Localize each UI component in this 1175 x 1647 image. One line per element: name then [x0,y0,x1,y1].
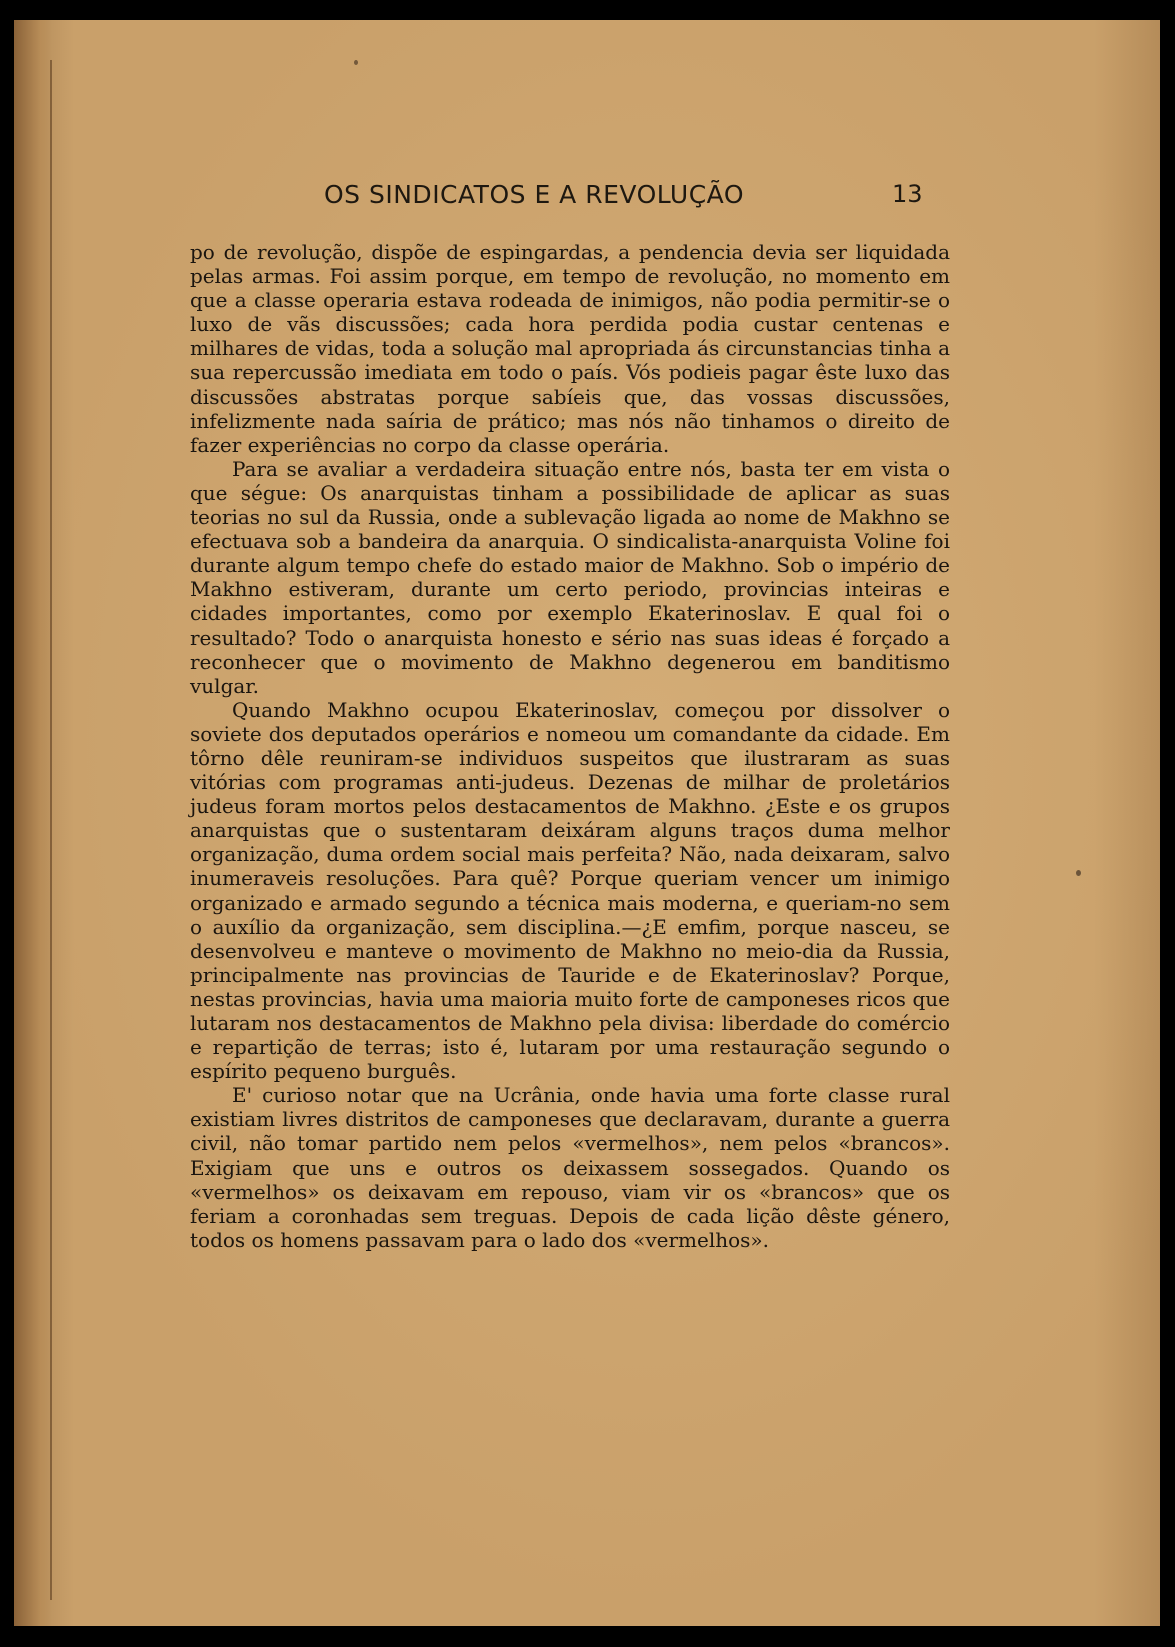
book-page [14,20,1160,1626]
paragraph-3: Quando Makhno ocupou Ekaterinoslav, começou por dissolver o soviete dos deputados operários e nomeou um comandante da cidade. Em tôrno dêle reuniram-se individuos suspeitos que ilustraram as suas vitórias com programas anti-judeus. Dezenas de milhar de proletários judeus foram mortos pelos destacamentos de Makhno. ¿Este e os grupos anarquistas que o sustentaram deixáram alguns traços duma melhor organização, duma ordem social mais perfeita? Não, nada deixaram, salvo inumeraveis resoluções. Para quê? Porque queriam vencer um inimigo organizado e armado segundo a técnica mais moderna, e queriam-no sem o auxílio da organização, sem disciplina.—¿E emfim, porque nasceu, se desenvolveu e manteve o movimento de Makhno no meio-dia da Russia, principalmente nas provincias de Tauride e de Ekaterinoslav? Porque, nestas provincias, havia uma maioria muito forte de camponeses ricos que lutaram nos destacamentos de Makhno pela divisa: liberdade do comércio e repartição de terras; isto é, lutaram por uma restauração segundo o espírito pequeno burguês. [190,697,950,1084]
body-text [190,240,950,1252]
paragraph-2: Para se avaliar a verdadeira situação entre nós, basta ter em vista o que ségue: Os anarquistas tinham a possibilidade de aplicar as suas teorias no sul da Russia, onde a sublevação ligada ao nome de Makhno se efectuava sob a bandeira da anarquia. O sindicalista-anarquista Voline foi durante algum tempo chefe do estado maior de Makhno. Sob o império de Makhno estiveram, durante um certo periodo, provincias inteiras e cidades importantes, como por exemplo Ekaterinoslav. E qual foi o resultado? Todo o anarquista honesto e sério nas suas ideas é forçado a reconhecer que o movimento de Makhno degenerou em banditismo vulgar. [190,456,950,698]
ink-spot [1076,870,1081,876]
paragraph-1: po de revolução, dispõe de espingardas, a pendencia devia ser liquidada pelas armas. Foi assim porque, em tempo de revolução, no momento em que a classe operaria estava rodeada de inimigos, não podia permitir-se o luxo de vãs discussões; cada hora perdida podia custar centenas e milhares de vidas, toda a solução mal apropriada ás circunstancias tinha a sua repercussão imediata em todo o país. Vós podieis pagar êste luxo das discussões abstratas porque sabíeis que, das vossas discussões, infelizmente nada saíria de prático; mas nós não tinhamos o direito de fazer experiências no corpo da classe operária. [190,240,950,457]
paper-speck [354,60,358,65]
page-number: 13 [892,180,923,208]
binding-fold-line [50,60,52,1600]
page-binding-shadow [14,20,52,1626]
paragraph-4: E' curioso notar que na Ucrânia, onde havia uma forte classe rural existiam livres distritos de camponeses que declaravam, durante a guerra civil, não tomar partido nem pelos «vermelhos», nem pelos «brancos». Exigiam que uns e outros os deixassem sossegados. Quando os «vermelhos» os deixavam em repouso, viam vir os «brancos» que os feriam a coronhadas sem treguas. Depois de cada lição dêste género, todos os homens passavam para o lado dos «vermelhos». [190,1083,950,1252]
running-head-title: OS SINDICATOS E A REVOLUÇÃO [324,180,745,209]
